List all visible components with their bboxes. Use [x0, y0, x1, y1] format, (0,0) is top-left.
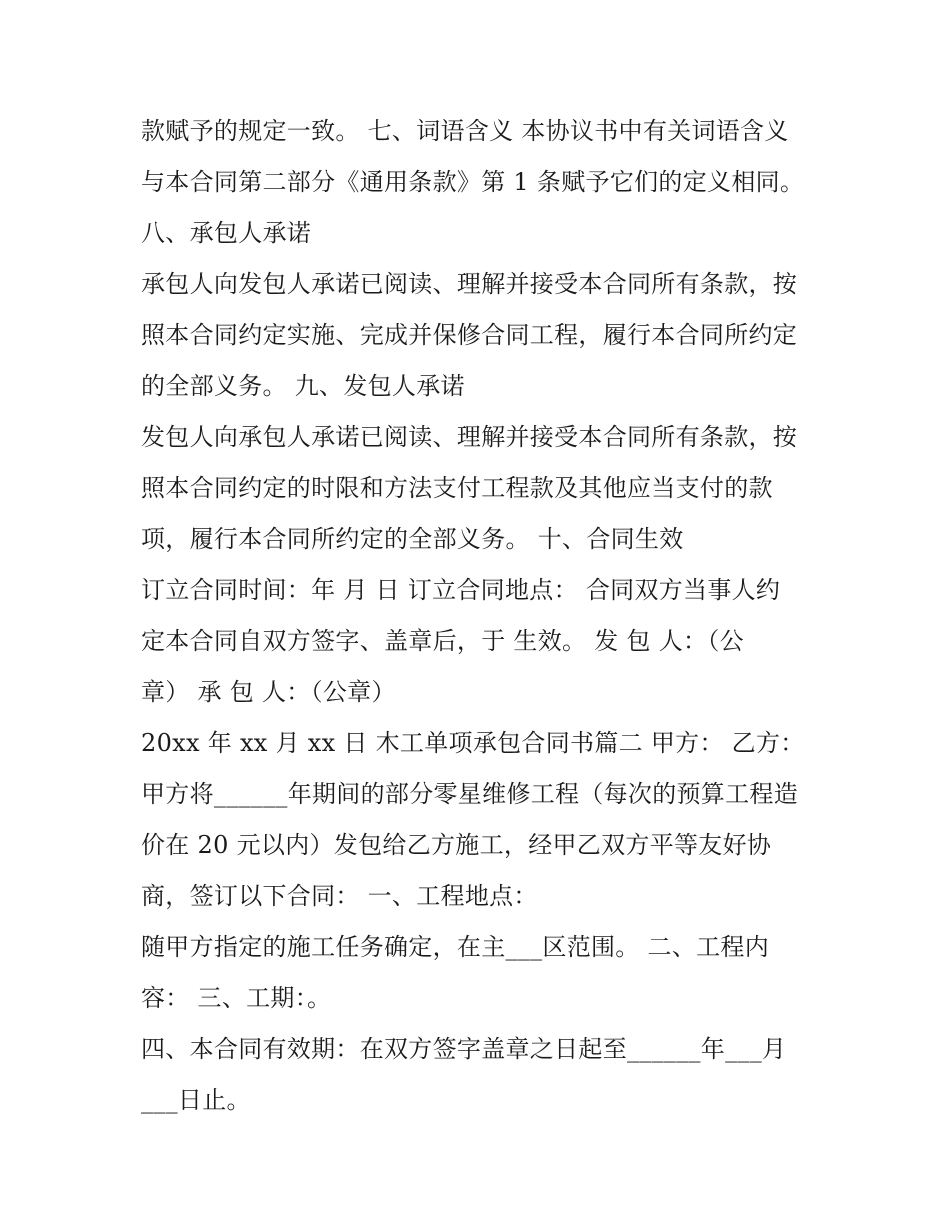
text-line: 八、承包人承诺	[141, 219, 312, 247]
text-line: 款赋予的规定一致。 七、词语含义 本协议书中有关词语含义	[141, 117, 789, 145]
text-line: 章） 承 包 人：（公章）	[141, 678, 396, 706]
text-line: 商，签订以下合同： 一、工程地点：	[141, 882, 538, 910]
text-line: 照本合同约定的时限和方法支付工程款及其他应当支付的款	[141, 474, 773, 502]
text-line: 承包人向发包人承诺已阅读、理解并接受本合同所有条款，按	[141, 270, 798, 298]
text-line: 价在 20 元以内）发包给乙方施工，经甲乙双方平等友好协	[141, 831, 772, 859]
text-line: 照本合同约定实施、完成并保修合同工程，履行本合同所约定	[141, 321, 798, 349]
text-line: 20xx 年 xx 月 xx 日 木工单项承包合同书篇二 甲方： 乙方：	[141, 729, 805, 757]
text-line: 与本合同第二部分《通用条款》第 1 条赋予它们的定义相同。	[141, 168, 805, 196]
text-line: 容： 三、工期：。	[141, 984, 332, 1012]
text-line: 发包人向承包人承诺已阅读、理解并接受本合同所有条款，按	[141, 423, 798, 451]
text-line: 四、本合同有效期：在双方签字盖章之日起至______年___月	[141, 1035, 787, 1063]
text-line: 甲方将______年期间的部分零星维修工程（每次的预算工程造	[141, 780, 798, 808]
text-line: 项，履行本合同所约定的全部义务。 十、合同生效	[141, 525, 684, 553]
text-line: 随甲方指定的施工任务确定，在主___区范围。 二、工程内	[141, 933, 770, 961]
text-line: 的全部义务。 九、发包人承诺	[141, 372, 465, 400]
text-line: ___日止。	[141, 1086, 251, 1114]
document-body	[141, 106, 831, 1126]
text-line: 定本合同自双方签字、盖章后，于 生效。 发 包 人：（公	[141, 627, 744, 655]
text-line: 订立合同时间：年 月 日 订立合同地点： 合同双方当事人约	[141, 576, 781, 604]
